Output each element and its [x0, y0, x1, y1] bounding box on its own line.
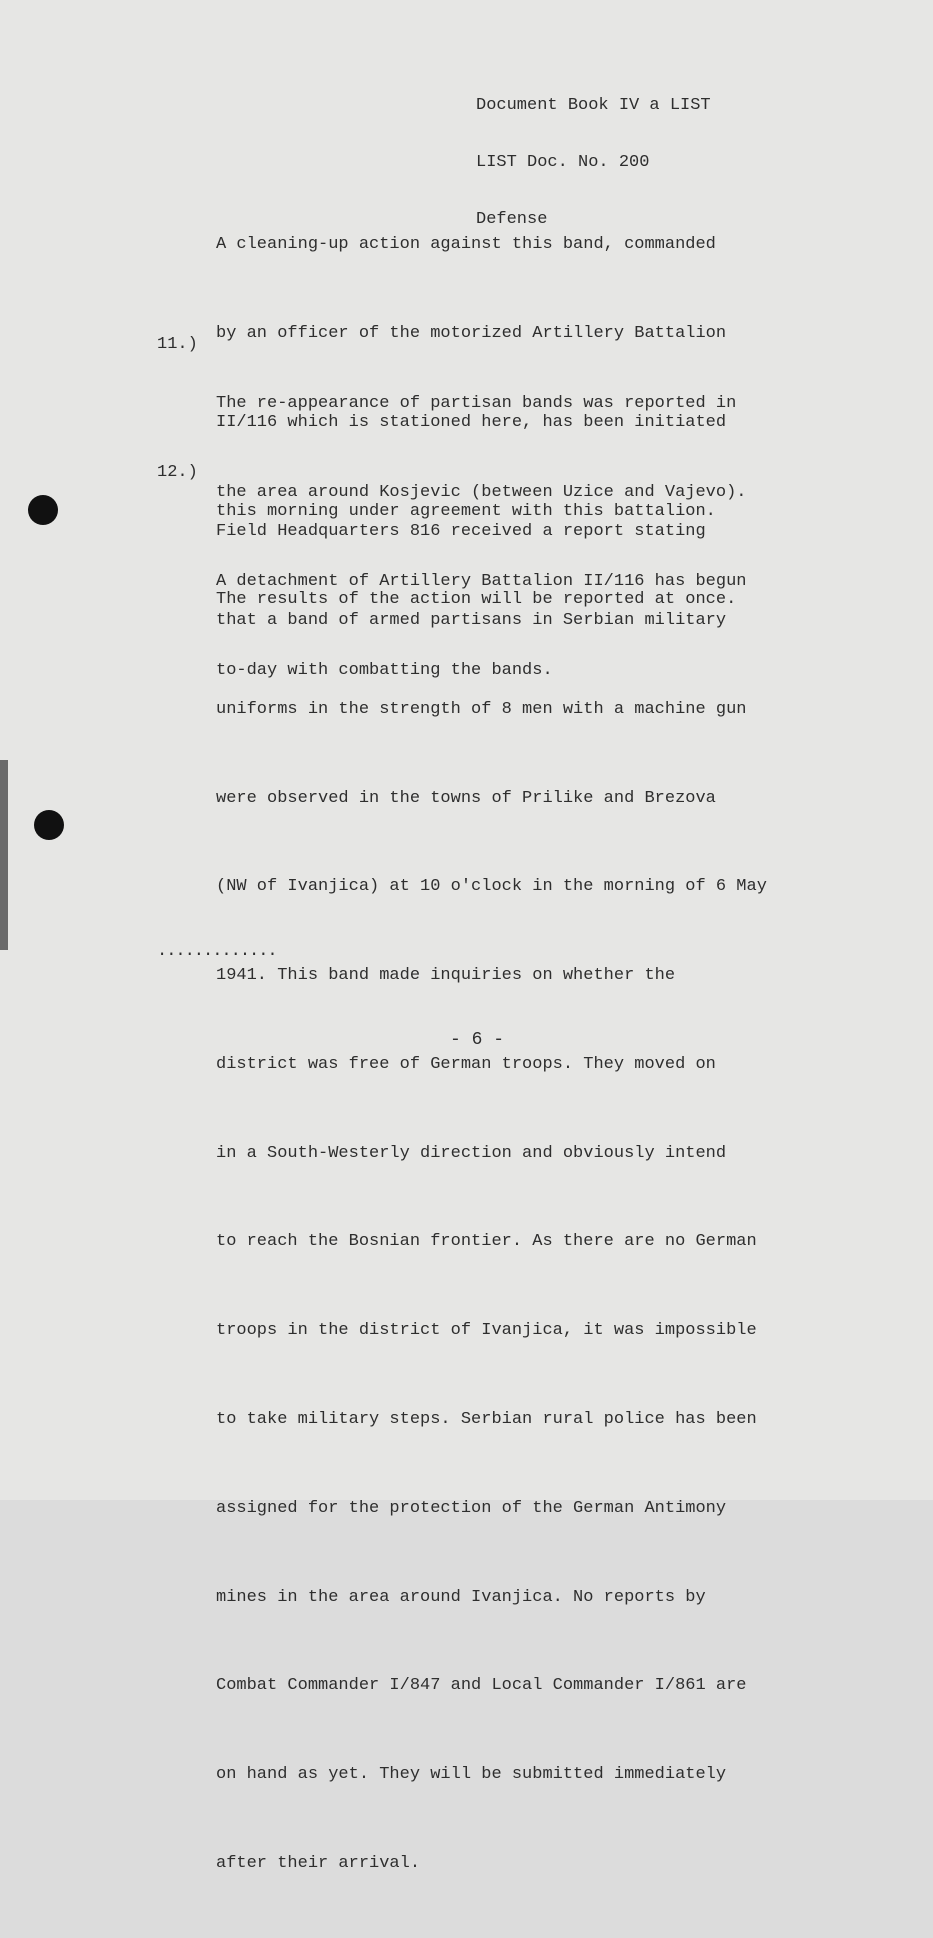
dotted-separator: .............: [157, 942, 277, 961]
text-line: that a band of armed partisans in Serbian military: [216, 610, 727, 630]
text-line: the area around Kosjevic (between Uzice and Vajevo).: [216, 482, 747, 502]
text-line: mines in the area around Ivanjica. No reports by: [216, 1587, 706, 1607]
text-line: A detachment of Artillery Battalion II/116 has begun: [216, 571, 747, 591]
text-line: Field Headquarters 816 received a report stating: [216, 522, 706, 542]
punch-hole-bottom: [34, 810, 64, 840]
paragraph-field-headquarters-report: [216, 458, 767, 1938]
text-line: A cleaning-up action against this band, commanded: [216, 235, 716, 255]
paragraph-number-11: 11.): [157, 335, 198, 354]
text-line: after their arrival.: [216, 1853, 421, 1873]
paragraph-number-12: 12.): [157, 463, 198, 482]
header-defense-label: Defense: [476, 210, 548, 229]
text-line: The re-appearance of partisan bands was reported in: [216, 394, 737, 414]
text-line: assigned for the protection of the German Antimony: [216, 1498, 727, 1518]
text-line: to take military steps. Serbian rural police has been: [216, 1410, 757, 1429]
text-line: to reach the Bosnian frontier. As there are no German: [216, 1232, 757, 1252]
text-line: (NW of Ivanjica) at 10 o'clock in the morning of 6 May: [216, 877, 767, 897]
page-edge-shadow: [0, 760, 8, 950]
text-line: II/116 which is stationed here, has been initiated: [216, 412, 727, 432]
text-line: on hand as yet. They will be submitted immediately: [216, 1765, 727, 1785]
text-line: The results of the action will be reported at once.: [216, 590, 737, 610]
header-doc-number: LIST Doc. No. 200: [476, 153, 650, 172]
text-line: 1941. This band made inquiries on whether the: [216, 966, 676, 986]
text-line: in a South-Westerly direction and obviously intend: [216, 1143, 727, 1163]
page-number: - 6 -: [450, 1030, 505, 1050]
text-line: troops in the district of Ivanjica, it was impossible: [216, 1321, 757, 1341]
header-book-reference: Document Book IV a LIST: [476, 96, 711, 115]
text-line: this morning under agreement with this battalion.: [216, 501, 716, 521]
punch-hole-top: [28, 495, 58, 525]
text-line: district was free of German troops. They moved on: [216, 1054, 716, 1074]
text-line: uniforms in the strength of 8 men with a machine gun: [216, 699, 747, 719]
text-line: Combat Commander I/847 and Local Commander I/861 are: [216, 1676, 747, 1696]
text-line: by an officer of the motorized Artillery Battalion: [216, 323, 727, 343]
text-line: were observed in the towns of Prilike and Brezova: [216, 788, 716, 808]
text-line: to-day with combatting the bands.: [216, 660, 553, 680]
